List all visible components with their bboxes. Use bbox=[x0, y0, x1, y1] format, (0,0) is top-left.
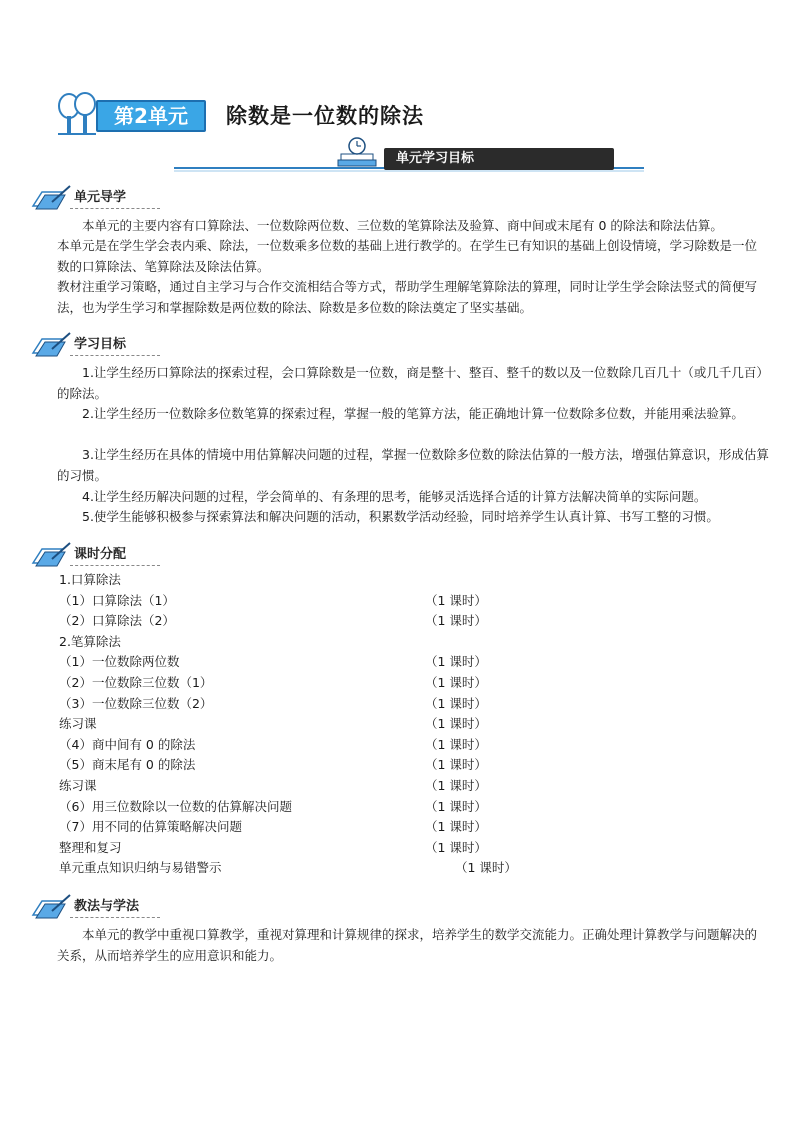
section-heading-schedule bbox=[30, 541, 160, 569]
section-heading-methods bbox=[30, 893, 160, 921]
goal-item-2: 2.让学生经历一位数除多位数笔算的探索过程，掌握一般的笔算方法，能正确地计算一位数除多位数，并能用乘法验算。 bbox=[82, 406, 744, 421]
schedule-row bbox=[59, 797, 579, 817]
section-heading-goals bbox=[30, 331, 160, 359]
schedule-hours: （1 课时） bbox=[455, 860, 517, 876]
section-label: 课时分配 bbox=[74, 547, 127, 562]
books-icon bbox=[334, 134, 380, 172]
section-heading-guide bbox=[30, 184, 160, 212]
schedule-hours: （1 课时） bbox=[425, 757, 487, 773]
tree-icon bbox=[56, 92, 98, 136]
objectives-banner bbox=[174, 148, 644, 172]
goal-item-5: 5.使学生能够积极参与探索算法和解决问题的活动，积累数学活动经验，同时培养学生认真计算、书写工整的习惯。 bbox=[82, 509, 719, 524]
schedule-row bbox=[59, 570, 579, 590]
schedule-lesson: （7）用不同的估算策略解决问题 bbox=[59, 819, 242, 835]
schedule-row bbox=[59, 632, 579, 652]
schedule-row bbox=[59, 673, 579, 693]
schedule-hours: （1 课时） bbox=[425, 592, 487, 608]
section-label: 单元导学 bbox=[74, 190, 127, 205]
guide-line-2: 本单元是在学生学会表内乘、除法，一位数乘多位数的基础上进行教学的。在学生已有知识的基础上创设情境，学习除数是一位数的口算除法、笔算除法及除法估算。 bbox=[57, 238, 758, 274]
schedule-row bbox=[59, 838, 579, 858]
schedule-row bbox=[59, 858, 579, 878]
section-label: 学习目标 bbox=[74, 337, 127, 352]
schedule-lesson: （2）口算除法（2） bbox=[59, 613, 175, 629]
schedule-lesson: （1）一位数除两位数 bbox=[59, 654, 180, 670]
schedule-row bbox=[59, 611, 579, 631]
schedule-hours: （1 课时） bbox=[425, 613, 487, 629]
schedule-hours: （1 课时） bbox=[425, 839, 487, 855]
schedule-hours: （1 课时） bbox=[425, 654, 487, 670]
section-divider bbox=[70, 565, 160, 566]
goal-item-4: 4.让学生经历解决问题的过程，学会简单的、有条理的思考，能够灵活选择合适的计算方法解决简单的实际问题。 bbox=[82, 489, 707, 504]
schedule-hours: （1 课时） bbox=[425, 736, 487, 752]
schedule-row bbox=[59, 591, 579, 611]
schedule-hours: （1 课时） bbox=[425, 798, 487, 814]
schedule-row bbox=[59, 776, 579, 796]
schedule-row bbox=[59, 755, 579, 775]
schedule-hours: （1 课时） bbox=[425, 778, 487, 793]
section-divider bbox=[70, 355, 160, 356]
schedule-hours: （1 课时） bbox=[425, 695, 487, 711]
schedule-lesson: 练习课 bbox=[59, 716, 97, 732]
objectives-banner-label: 单元学习目标 bbox=[384, 148, 614, 170]
schedule-lesson: （4）商中间有 0 的除法 bbox=[59, 736, 196, 752]
guide-line-3: 教材注重学习策略，通过自主学习与合作交流相结合等方式，帮助学生理解笔算除法的算理，同时让学生学会除法竖式的简便写法，也为学生学习和掌握除数是两位数的除法、除数是多位数的除法奠定了坚实基础。 bbox=[57, 279, 758, 315]
section-divider bbox=[70, 208, 160, 209]
schedule-hours: （1 课时） bbox=[425, 819, 487, 835]
schedule-lesson: （6）用三位数除以一位数的估算解决问题 bbox=[59, 798, 292, 814]
guide-line-1: 本单元的主要内容有口算除法、一位数除两位数、三位数的笔算除法及验算、商中间或末尾有 0 的除法和除法估算。 bbox=[82, 218, 723, 233]
pencil-book-icon bbox=[30, 541, 74, 569]
schedule-lesson: （1）口算除法（1） bbox=[59, 592, 175, 608]
schedule-row bbox=[59, 694, 579, 714]
schedule-row bbox=[59, 817, 579, 837]
unit-badge-label: 第2单元 bbox=[96, 100, 206, 132]
schedule-lesson: （3）一位数除三位数（2） bbox=[59, 695, 213, 711]
schedule-row bbox=[59, 735, 579, 755]
goal-item-3: 3.让学生经历在具体的情境中用估算解决问题的过程，掌握一位数除多位数的除法估算的一般方法，增强估算意识，形成估算的习惯。 bbox=[57, 447, 769, 483]
section-divider bbox=[70, 917, 160, 918]
pencil-book-icon bbox=[30, 184, 74, 212]
schedule-lesson: （5）商末尾有 0 的除法 bbox=[59, 757, 196, 773]
page-title: 除数是一位数的除法 bbox=[226, 104, 424, 128]
unit-badge bbox=[96, 100, 206, 132]
schedule-lesson: 练习课 bbox=[59, 778, 97, 793]
pencil-book-icon bbox=[30, 331, 74, 359]
schedule-row bbox=[59, 652, 579, 672]
section-label: 教法与学法 bbox=[74, 899, 140, 914]
schedule-lesson: 2.笔算除法 bbox=[59, 633, 121, 649]
schedule-hours: （1 课时） bbox=[425, 675, 487, 690]
schedule-lesson: 整理和复习 bbox=[59, 839, 122, 855]
pencil-book-icon bbox=[30, 893, 74, 921]
goal-item-1: 1.让学生经历口算除法的探索过程，会口算除数是一位数，商是整十、整百、整千的数以及一位数除几百几十（或几千几百）的除法。 bbox=[57, 365, 769, 401]
schedule-lesson: （2）一位数除三位数（1） bbox=[59, 675, 213, 690]
schedule-lesson: 单元重点知识归纳与易错警示 bbox=[59, 860, 222, 876]
methods-text: 本单元的教学中重视口算教学，重视对算理和计算规律的探求，培养学生的数学交流能力。正确处理计算教学与问题解决的关系，从而培养学生的应用意识和能力。 bbox=[57, 927, 758, 963]
schedule-lesson: 1.口算除法 bbox=[59, 572, 121, 587]
schedule-row bbox=[59, 714, 579, 734]
schedule-hours: （1 课时） bbox=[425, 716, 487, 732]
